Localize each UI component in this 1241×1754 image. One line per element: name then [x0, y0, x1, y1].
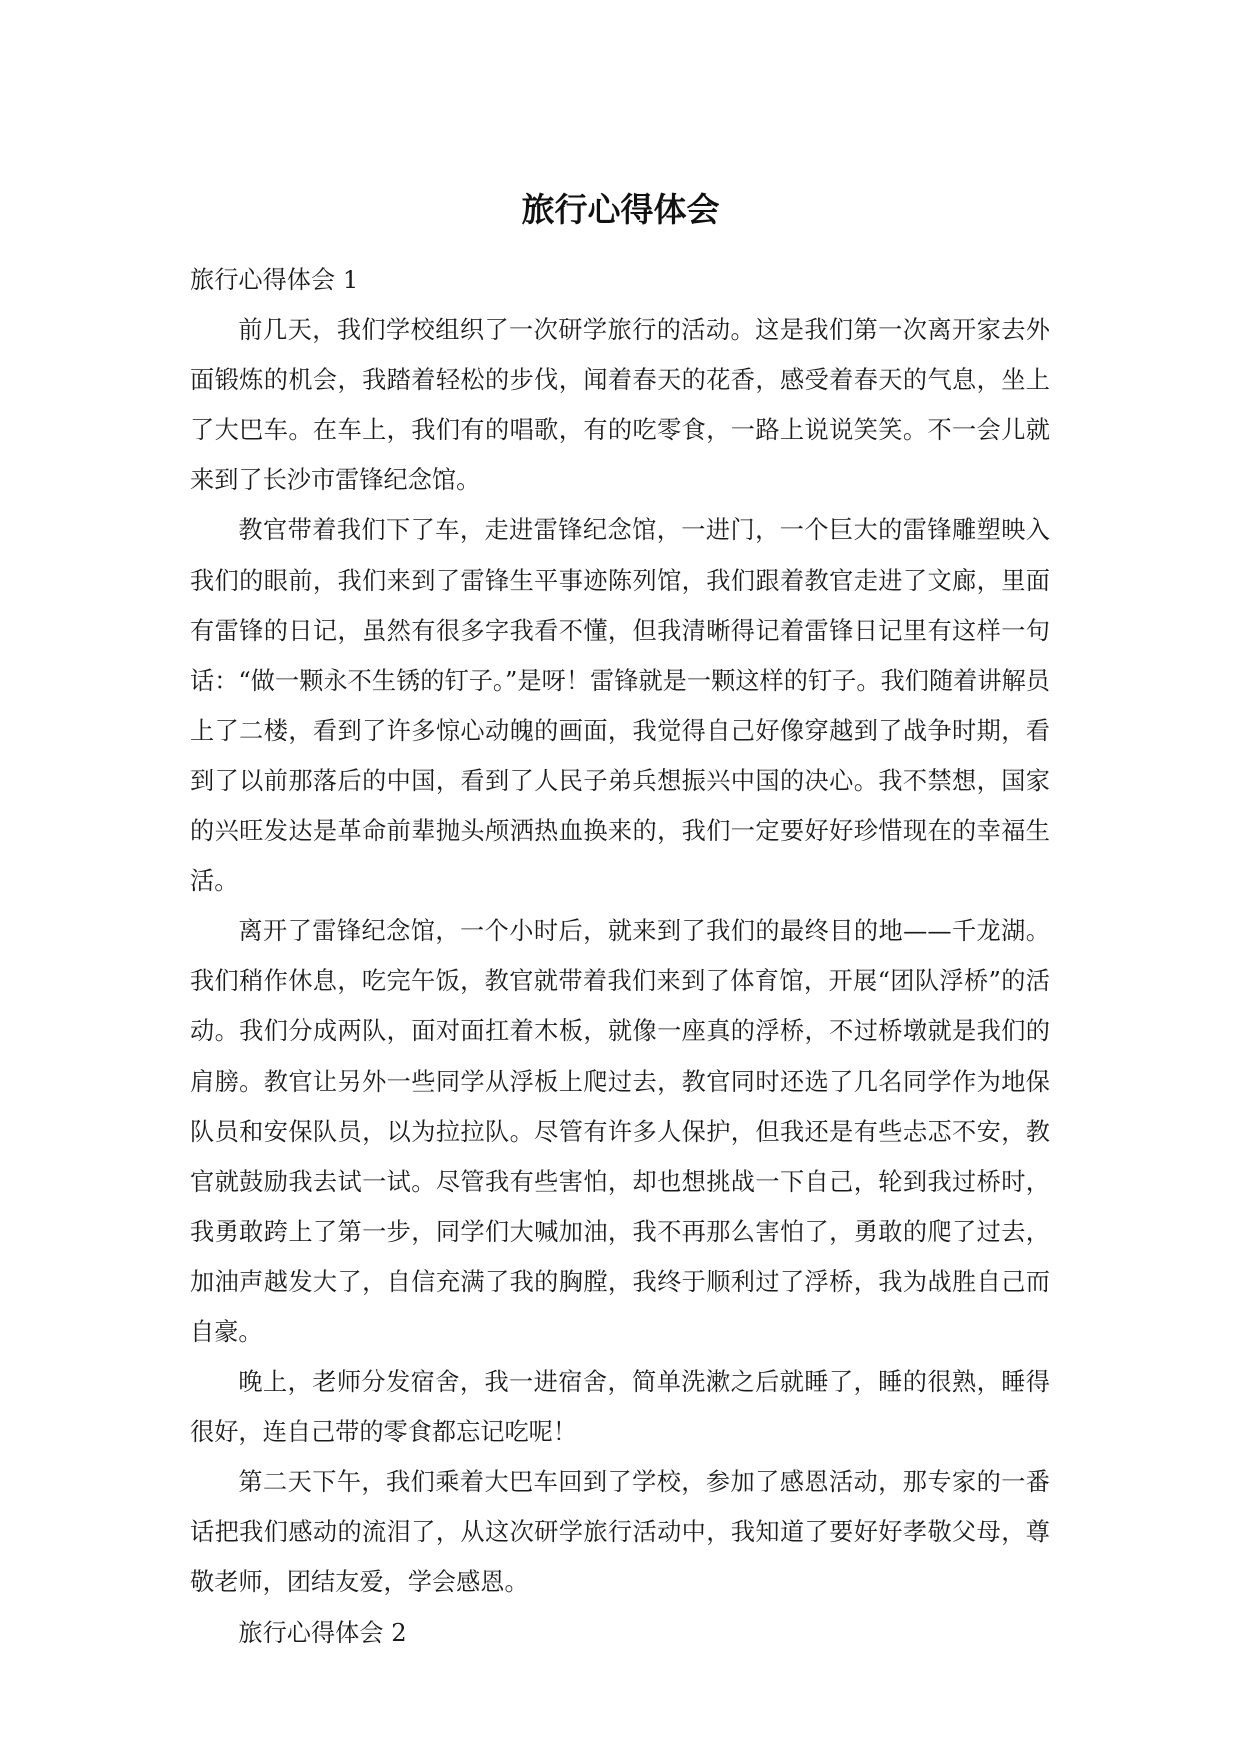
paragraph: 教官带着我们下了车，走进雷锋纪念馆，一进门，一个巨大的雷锋雕塑映入我们的眼前，我们来到了雷锋生平事迹陈列馆，我们跟着教官走进了文廊，里面有雷锋的日记，虽然有很多字我看不懂，但我清晰得记着雷锋日记里有这样一句话：“做一颗永不生锈的钉子。”是呀！雷锋就是一颗这样的钉子。我们随着讲解员上了二楼，看到了许多惊心动魄的画面，我觉得自己好像穿越到了战争时期，看到了以前那落后的中国，看到了人民子弟兵想振兴中国的决心。我不禁想，国家的兴旺发达是革命前辈抛头颅洒热血换来的，我们一定要好好珍惜现在的幸福生活。 — [190, 516, 1050, 896]
section-heading-2: 旅行心得体会 2 — [238, 1618, 407, 1647]
paragraph: 晚上，老师分发宿舍，我一进宿舍，简单洗漱之后就睡了，睡的很熟，睡得很好，连自己带的零食都忘记吃呢！ — [190, 1368, 1050, 1447]
section-heading-1: 旅行心得体会 1 — [190, 266, 359, 294]
document-title: 旅行心得体会 — [521, 190, 720, 229]
paragraph: 前几天，我们学校组织了一次研学旅行的活动。这是我们第一次离开家去外面锻炼的机会，我踏着轻松的步伐，闻着春天的花香，感受着春天的气息，坐上了大巴车。在车上，我们有的唱歌，有的吃零食，一路上说说笑笑。不一会儿就来到了长沙市雷锋纪念馆。 — [190, 316, 1050, 495]
paragraph: 离开了雷锋纪念馆，一个小时后，就来到了我们的最终目的地——千龙湖。我们稍作休息，吃完午饭，教官就带着我们来到了体育馆，开展“团队浮桥”的活动。我们分成两队，面对面扛着木板，就像一座真的浮桥，不过桥墩就是我们的肩膀。教官让另外一些同学从浮板上爬过去，教官同时还选了几名同学作为地保队员和安保队员，以为拉拉队。尽管有许多人保护，但我还是有些忐忑不安，教官就鼓励我去试一试。尽管我有些害怕，却也想挑战一下自己，轮到我过桥时，我勇敢跨上了第一步，同学们大喊加油，我不再那么害怕了，勇敢的爬了过去，加油声越发大了，自信充满了我的胸膛，我终于顺利过了浮桥，我为战胜自己而自豪。 — [190, 917, 1050, 1346]
document-body — [190, 255, 1050, 1658]
paragraph: 第二天下午，我们乘着大巴车回到了学校，参加了感恩活动，那专家的一番话把我们感动的流泪了，从这次研学旅行活动中，我知道了要好好孝敬父母，尊敬老师，团结友爱，学会感恩。 — [190, 1468, 1050, 1597]
